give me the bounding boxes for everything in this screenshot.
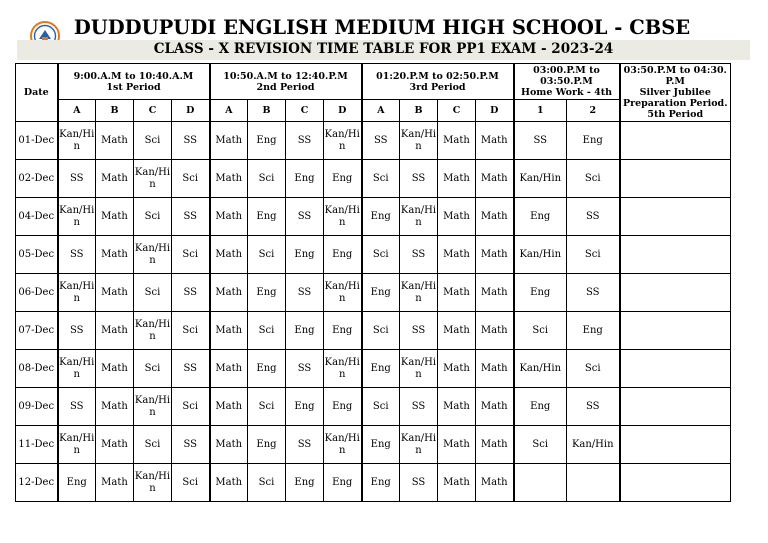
schedule-cell: Sci <box>172 464 210 502</box>
schedule-cell: Kan/Hin <box>134 464 172 502</box>
schedule-cell: Math <box>438 236 476 274</box>
schedule-cell: Eng <box>324 464 362 502</box>
schedule-cell: Math <box>476 274 514 312</box>
schedule-cell: Kan/Hin <box>400 122 438 160</box>
schedule-cell: Math <box>438 312 476 350</box>
schedule-cell: Eng <box>324 160 362 198</box>
schedule-cell: Math <box>96 312 134 350</box>
schedule-cell: Kan/Hin <box>400 350 438 388</box>
schedule-cell: SS <box>362 122 400 160</box>
schedule-cell: Kan/Hin <box>324 198 362 236</box>
p3-col-c: C <box>438 100 476 122</box>
table-row <box>16 388 731 426</box>
schedule-cell: Math <box>96 350 134 388</box>
schedule-cell: Math <box>210 464 248 502</box>
timetable-subtitle: CLASS - X REVISION TIME TABLE FOR PP1 EXAM - 2023-24 <box>153 41 614 57</box>
schedule-cell: Eng <box>514 198 567 236</box>
schedule-cell: Kan/Hin <box>400 274 438 312</box>
schedule-cell: Kan/Hin <box>324 426 362 464</box>
schedule-cell: Sci <box>134 122 172 160</box>
schedule-cell: Eng <box>514 388 567 426</box>
schedule-cell <box>620 464 731 502</box>
schedule-cell: Eng <box>362 274 400 312</box>
row-date: 08-Dec <box>16 350 58 388</box>
schedule-cell: Math <box>476 198 514 236</box>
period-2-time: 10:50.A.M to 12:40.P.M <box>223 70 348 82</box>
hw-col-2: 2 <box>567 100 620 122</box>
schedule-cell: Eng <box>362 198 400 236</box>
schedule-cell: Sci <box>248 236 286 274</box>
row-date: 05-Dec <box>16 236 58 274</box>
schedule-cell: Math <box>476 236 514 274</box>
row-date: 06-Dec <box>16 274 58 312</box>
table-row <box>16 160 731 198</box>
schedule-cell: Sci <box>248 312 286 350</box>
schedule-cell: Kan/Hin <box>400 426 438 464</box>
schedule-cell: SS <box>172 426 210 464</box>
schedule-cell: Math <box>476 312 514 350</box>
schedule-cell: Eng <box>362 464 400 502</box>
row-date: 04-Dec <box>16 198 58 236</box>
schedule-cell: SS <box>400 160 438 198</box>
schedule-cell: Kan/Hin <box>58 122 96 160</box>
silver-jubilee-header <box>620 64 731 122</box>
schedule-cell: Kan/Hin <box>514 350 567 388</box>
schedule-cell: Sci <box>248 388 286 426</box>
row-date: 09-Dec <box>16 388 58 426</box>
schedule-cell <box>620 350 731 388</box>
table-row <box>16 464 731 502</box>
schedule-cell: Math <box>210 122 248 160</box>
silver-line4: 5th Period <box>647 109 704 120</box>
schedule-cell: Eng <box>567 312 620 350</box>
table-row <box>16 122 731 160</box>
schedule-cell: Sci <box>172 236 210 274</box>
silver-line3: Preparation Period. <box>622 98 728 109</box>
row-date: 02-Dec <box>16 160 58 198</box>
schedule-cell: Kan/Hin <box>134 236 172 274</box>
schedule-cell: Math <box>210 160 248 198</box>
schedule-cell: Eng <box>248 274 286 312</box>
schedule-cell: Sci <box>134 274 172 312</box>
schedule-cell: Math <box>210 388 248 426</box>
hw-col-1: 1 <box>514 100 567 122</box>
schedule-cell: Kan/Hin <box>134 388 172 426</box>
schedule-cell: SS <box>567 198 620 236</box>
p1-col-d: D <box>172 100 210 122</box>
schedule-cell: Math <box>96 426 134 464</box>
schedule-cell: Kan/Hin <box>324 122 362 160</box>
table-row <box>16 350 731 388</box>
table-row <box>16 236 731 274</box>
p2-col-a: A <box>210 100 248 122</box>
schedule-cell: Eng <box>286 464 324 502</box>
timetable-body <box>16 122 731 502</box>
schedule-cell: Math <box>210 198 248 236</box>
schedule-cell: Math <box>96 464 134 502</box>
p3-col-b: B <box>400 100 438 122</box>
schedule-cell: SS <box>400 464 438 502</box>
schedule-cell: Sci <box>134 198 172 236</box>
schedule-cell: Sci <box>172 388 210 426</box>
schedule-cell: Math <box>96 198 134 236</box>
schedule-cell: Kan/Hin <box>134 312 172 350</box>
schedule-cell: Sci <box>248 160 286 198</box>
schedule-cell <box>620 122 731 160</box>
p2-col-c: C <box>286 100 324 122</box>
schedule-cell: Eng <box>324 312 362 350</box>
schedule-cell: Eng <box>286 388 324 426</box>
schedule-cell: Math <box>210 312 248 350</box>
schedule-cell: Kan/Hin <box>324 274 362 312</box>
schedule-cell: Eng <box>324 388 362 426</box>
schedule-cell: Eng <box>286 312 324 350</box>
schedule-cell <box>620 426 731 464</box>
schedule-cell: SS <box>567 274 620 312</box>
schedule-cell <box>567 464 620 502</box>
schedule-cell: Math <box>476 464 514 502</box>
schedule-cell: Math <box>96 160 134 198</box>
schedule-cell <box>514 464 567 502</box>
period-1-time: 9:00.A.M to 10:40.A.M <box>73 70 194 82</box>
schedule-cell: SS <box>172 274 210 312</box>
schedule-cell: Sci <box>362 160 400 198</box>
schedule-cell: SS <box>172 122 210 160</box>
row-date: 11-Dec <box>16 426 58 464</box>
homework-time: 03:00.P.M to 03:50.P.M <box>533 65 600 87</box>
schedule-cell: Kan/Hin <box>134 160 172 198</box>
schedule-cell: Sci <box>567 236 620 274</box>
schedule-cell: Sci <box>514 426 567 464</box>
schedule-cell <box>620 160 731 198</box>
schedule-cell: Kan/Hin <box>58 198 96 236</box>
schedule-cell: Sci <box>134 426 172 464</box>
schedule-cell: Sci <box>172 312 210 350</box>
schedule-cell: Eng <box>514 274 567 312</box>
schedule-cell: Math <box>210 236 248 274</box>
schedule-cell: Eng <box>248 122 286 160</box>
schedule-cell: Math <box>96 274 134 312</box>
schedule-cell: Math <box>438 426 476 464</box>
date-header: Date <box>16 64 58 122</box>
schedule-cell: Sci <box>248 464 286 502</box>
table-row <box>16 198 731 236</box>
schedule-cell: SS <box>286 198 324 236</box>
period-2-name: 2nd Period <box>256 81 315 93</box>
schedule-cell: Kan/Hin <box>400 198 438 236</box>
schedule-cell: Math <box>210 426 248 464</box>
homework-header <box>514 64 620 100</box>
schedule-cell: Math <box>438 350 476 388</box>
row-date: 07-Dec <box>16 312 58 350</box>
schedule-cell: Math <box>438 388 476 426</box>
schedule-cell: Math <box>210 350 248 388</box>
p1-col-b: B <box>96 100 134 122</box>
p2-col-b: B <box>248 100 286 122</box>
schedule-cell: Kan/Hin <box>514 236 567 274</box>
schedule-cell: Math <box>476 426 514 464</box>
schedule-cell: Kan/Hin <box>58 426 96 464</box>
p3-col-a: A <box>362 100 400 122</box>
schedule-cell: Kan/Hin <box>324 350 362 388</box>
schedule-cell: Math <box>438 464 476 502</box>
period-3-time: 01:20.P.M to 02:50.P.M <box>376 70 499 82</box>
schedule-cell: SS <box>286 122 324 160</box>
table-row <box>16 274 731 312</box>
period-2-header <box>210 64 362 100</box>
schedule-cell: SS <box>400 312 438 350</box>
schedule-cell: Eng <box>286 160 324 198</box>
silver-time: 03:50.P.M to 04:30. P.M <box>623 65 727 87</box>
schedule-cell: Math <box>96 122 134 160</box>
schedule-cell: Sci <box>567 350 620 388</box>
schedule-cell: Sci <box>362 388 400 426</box>
schedule-cell: Math <box>96 388 134 426</box>
schedule-cell: Kan/Hin <box>58 274 96 312</box>
p2-col-d: D <box>324 100 362 122</box>
schedule-cell: Eng <box>324 236 362 274</box>
schedule-cell: Kan/Hin <box>58 350 96 388</box>
row-date: 12-Dec <box>16 464 58 502</box>
table-row <box>16 426 731 464</box>
schedule-cell: SS <box>58 388 96 426</box>
school-name: DUDDUPUDI ENGLISH MEDIUM HIGH SCHOOL - CBSE <box>73 16 691 39</box>
schedule-cell: Eng <box>362 350 400 388</box>
schedule-cell: Eng <box>248 350 286 388</box>
schedule-cell: Math <box>438 198 476 236</box>
period-1-name: 1st Period <box>106 81 161 93</box>
schedule-cell: Sci <box>567 160 620 198</box>
period-3-name: 3rd Period <box>409 81 466 93</box>
p1-col-c: C <box>134 100 172 122</box>
schedule-cell: SS <box>567 388 620 426</box>
schedule-cell <box>620 198 731 236</box>
schedule-cell: Math <box>96 236 134 274</box>
schedule-cell: Math <box>438 160 476 198</box>
row-date: 01-Dec <box>16 122 58 160</box>
p3-col-d: D <box>476 100 514 122</box>
schedule-cell: Math <box>438 274 476 312</box>
schedule-cell: Math <box>210 274 248 312</box>
schedule-cell: SS <box>58 160 96 198</box>
schedule-cell: Math <box>476 388 514 426</box>
schedule-cell: Sci <box>514 312 567 350</box>
timetable <box>15 63 731 502</box>
schedule-cell: SS <box>286 426 324 464</box>
schedule-cell: SS <box>172 350 210 388</box>
schedule-cell: Math <box>476 122 514 160</box>
schedule-cell <box>620 312 731 350</box>
schedule-cell: Eng <box>567 122 620 160</box>
schedule-cell <box>620 274 731 312</box>
schedule-cell: Sci <box>362 312 400 350</box>
schedule-cell: Eng <box>286 236 324 274</box>
schedule-cell: Eng <box>58 464 96 502</box>
schedule-cell: Sci <box>134 350 172 388</box>
silver-line2: Silver Jubilee <box>639 87 711 98</box>
p1-col-a: A <box>58 100 96 122</box>
schedule-cell: Sci <box>172 160 210 198</box>
schedule-cell: Math <box>438 122 476 160</box>
schedule-cell: Eng <box>362 426 400 464</box>
schedule-cell: SS <box>58 312 96 350</box>
schedule-cell: Sci <box>362 236 400 274</box>
schedule-cell: Eng <box>248 198 286 236</box>
schedule-cell: Eng <box>248 426 286 464</box>
schedule-cell: Kan/Hin <box>514 160 567 198</box>
period-1-header <box>58 64 210 100</box>
period-3-header <box>362 64 514 100</box>
schedule-cell: SS <box>172 198 210 236</box>
table-row <box>16 312 731 350</box>
schedule-cell <box>620 388 731 426</box>
schedule-cell <box>620 236 731 274</box>
schedule-cell: Kan/Hin <box>567 426 620 464</box>
schedule-cell: Math <box>476 160 514 198</box>
homework-name: Home Work - 4th <box>521 87 612 98</box>
schedule-cell: SS <box>400 236 438 274</box>
schedule-cell: SS <box>286 274 324 312</box>
schedule-cell: SS <box>58 236 96 274</box>
schedule-cell: Math <box>476 350 514 388</box>
schedule-cell: SS <box>286 350 324 388</box>
schedule-cell: SS <box>400 388 438 426</box>
schedule-cell: SS <box>514 122 567 160</box>
